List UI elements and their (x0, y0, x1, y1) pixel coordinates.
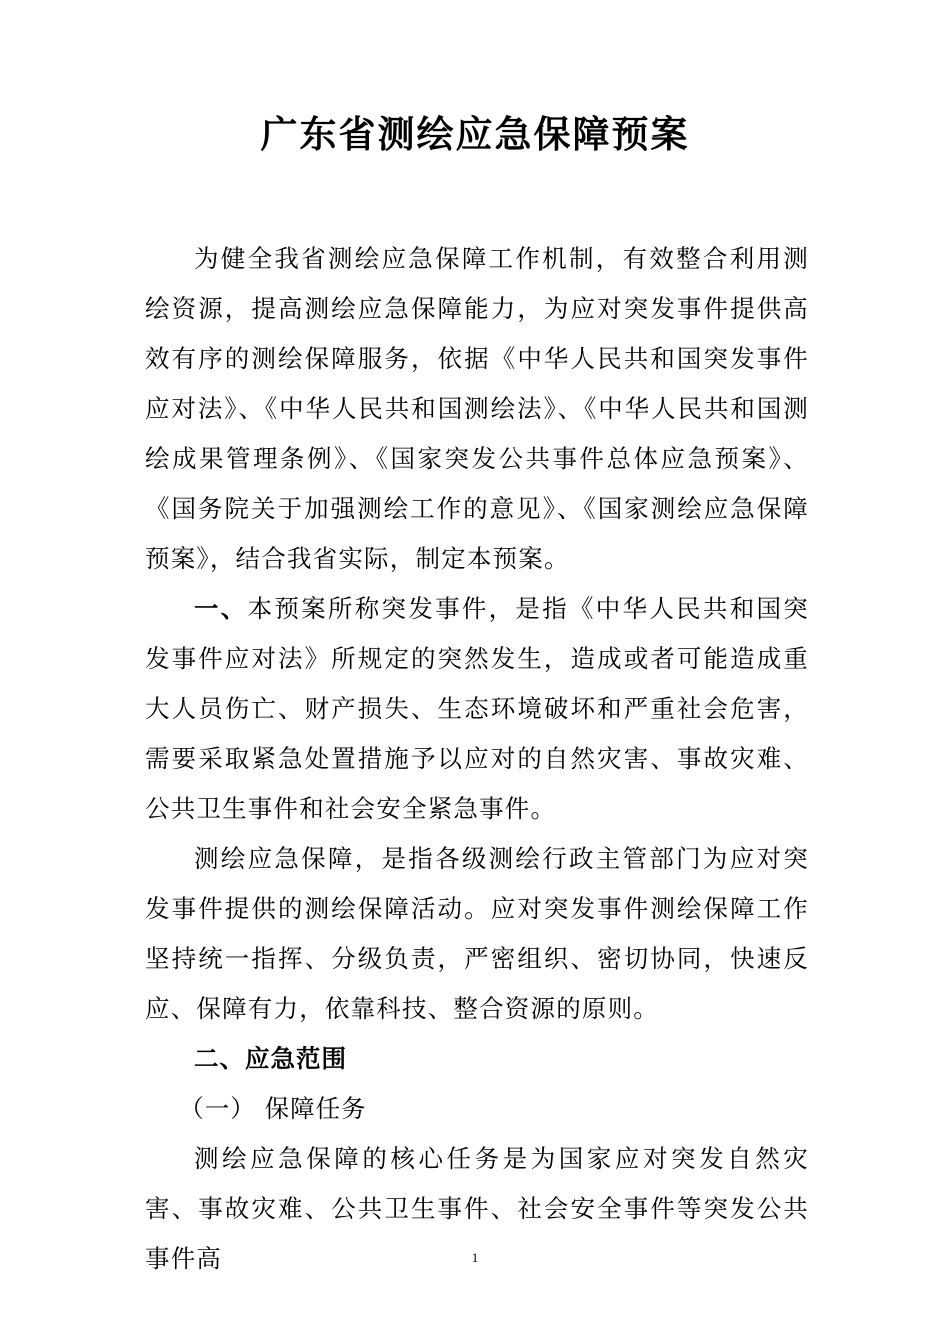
document-body (145, 234, 809, 1284)
section-1-text: 本预案所称突发事件，是指《中华人民共和国突发事件应对法》所规定的突然发生，造成或者可能造成重大人员伤亡、财产损失、生态环境破坏和严重社会危害，需要采取紧急处置措施予以应对的自然灾害、事故灾难、公共卫生事件和社会安全紧急事件。 (145, 594, 809, 823)
intro-paragraph: 为健全我省测绘应急保障工作机制，有效整合利用测绘资源，提高测绘应急保障能力，为应对突发事件提供高效有序的测绘保障服务，依据《中华人民共和国突发事件应对法》、《中华人民共和国测绘法》、《中华人民共和国测绘成果管理条例》、《国家突发公共事件总体应急预案》、《国务院关于加强测绘工作的意见》、《国家测绘应急保障预案》，结合我省实际，制定本预案。 (145, 244, 809, 573)
definition-paragraph: 测绘应急保障，是指各级测绘行政主管部门为应对突发事件提供的测绘保障活动。应对突发事件测绘保障工作坚持统一指挥、分级负责，严密组织、密切协同，快速反应、保障有力，依靠科技、整合资源的原则。 (145, 844, 809, 1023)
page-number: 1 (471, 1250, 479, 1265)
subsection-1-heading: （一） 保障任务 (179, 1094, 367, 1123)
section-1-number: 一、 (194, 594, 248, 623)
section-2-heading: 二、应急范围 (194, 1044, 347, 1073)
task-paragraph: 测绘应急保障的核心任务是为国家应对突发自然灾害、事故灾难、公共卫生事件、社会安全事件等突发公共事件高 (145, 1144, 809, 1273)
section-1-paragraph (145, 584, 809, 834)
document-title: 广东省测绘应急保障预案 (260, 112, 690, 156)
